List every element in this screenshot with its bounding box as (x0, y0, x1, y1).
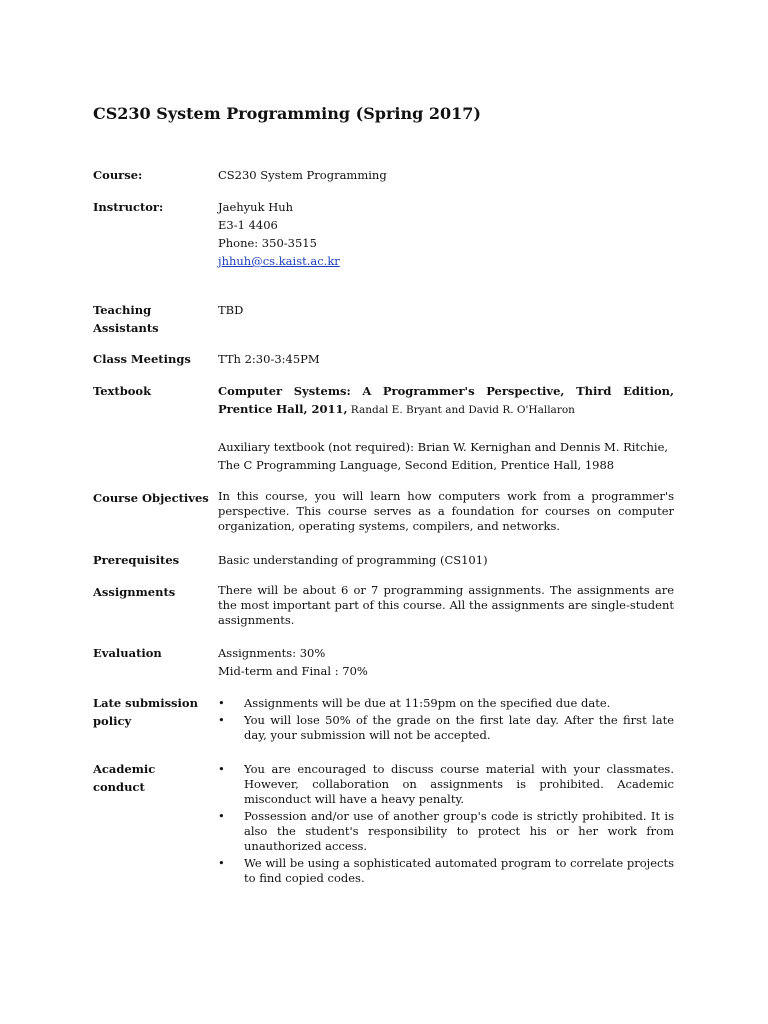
academic-conduct-item-text: Possession and/or use of another group's code is strictly prohibited. It is also the student's responsibility to protect his or her work from unauthorized access. (244, 809, 674, 853)
instructor-phone: Phone: 350-3515 (218, 236, 317, 250)
class-meetings-label: Class Meetings (93, 352, 191, 366)
list-item (218, 856, 674, 886)
prerequisites-value: Basic understanding of programming (CS101) (218, 553, 488, 567)
evaluation-line2: Mid-term and Final : 70% (218, 664, 368, 678)
academic-conduct-list (218, 762, 674, 888)
page-title: CS230 System Programming (Spring 2017) (93, 104, 481, 123)
prerequisites-label: Prerequisites (93, 553, 180, 567)
course-value: CS230 System Programming (218, 168, 387, 182)
bullet-icon: • (218, 713, 225, 727)
list-item (218, 809, 674, 854)
assignments-label: Assignments (93, 585, 176, 599)
late-policy-label-line1: Late submission (93, 696, 198, 710)
textbook-title: Computer Systems: A Programmer's Perspective, Third Edition, Prentice Hall, 2011, (218, 384, 674, 416)
bullet-icon: • (218, 856, 225, 870)
instructor-office: E3-1 4406 (218, 218, 278, 232)
aux-textbook (218, 438, 674, 474)
course-objectives-value: In this course, you will learn how computers work from a programmer's perspective. This course serves as a foundation for courses on computer organization, operating systems, compilers, and networks. (218, 489, 674, 533)
late-policy-list (218, 696, 674, 745)
ta-label-line2: Assistants (93, 321, 159, 335)
teaching-assistants-value: TBD (218, 303, 244, 317)
aux-textbook-line1: Auxiliary textbook (not required): Brian W. Kernighan and Dennis M. Ritchie, (218, 440, 669, 454)
academic-conduct-item-text: You are encouraged to discuss course material with your classmates. However, collaboration on assignments is prohibited. Academic misconduct will have a heavy penalty. (244, 762, 674, 806)
late-policy-item-text: Assignments will be due at 11:59pm on the specified due date. (244, 696, 611, 710)
instructor-name: Jaehyuk Huh (218, 200, 294, 214)
late-policy-item-text: You will lose 50% of the grade on the first late day. After the first late day, your submission will not be accepted. (244, 713, 674, 742)
assignments-value: There will be about 6 or 7 programming assignments. The assignments are the most important part of this course. All the assignments are single-student assignments. (218, 583, 674, 627)
bullet-icon: • (218, 809, 225, 823)
course-label: Course: (93, 168, 143, 182)
teaching-assistants-label (93, 301, 211, 337)
list-item (218, 762, 674, 807)
bullet-icon: • (218, 696, 225, 710)
textbook-main (218, 382, 674, 419)
academic-conduct-item-text: We will be using a sophisticated automated program to correlate projects to find copied codes. (244, 856, 675, 885)
bullet-icon: • (218, 762, 225, 776)
instructor-info (218, 198, 674, 270)
ta-label-line1: Teaching (93, 303, 152, 317)
late-policy-label-line2: policy (93, 714, 132, 728)
evaluation-value (218, 644, 674, 680)
textbook-label: Textbook (93, 384, 152, 398)
instructor-label: Instructor: (93, 200, 164, 214)
list-item (218, 713, 674, 743)
academic-conduct-label: Academic conduct (93, 762, 156, 794)
textbook-authors: Randal E. Bryant and David R. O'Hallaron (347, 404, 575, 416)
evaluation-line1: Assignments: 30% (218, 646, 326, 660)
evaluation-label: Evaluation (93, 646, 162, 660)
aux-textbook-line2: The C Programming Language, Second Edition, Prentice Hall, 1988 (218, 458, 615, 472)
list-item (218, 696, 674, 711)
class-meetings-value: TTh 2:30-3:45PM (218, 352, 320, 366)
instructor-email-link[interactable]: jhhuh@cs.kaist.ac.kr (218, 254, 340, 268)
course-objectives-label: Course Objectives (93, 491, 209, 505)
late-policy-label (93, 694, 211, 730)
